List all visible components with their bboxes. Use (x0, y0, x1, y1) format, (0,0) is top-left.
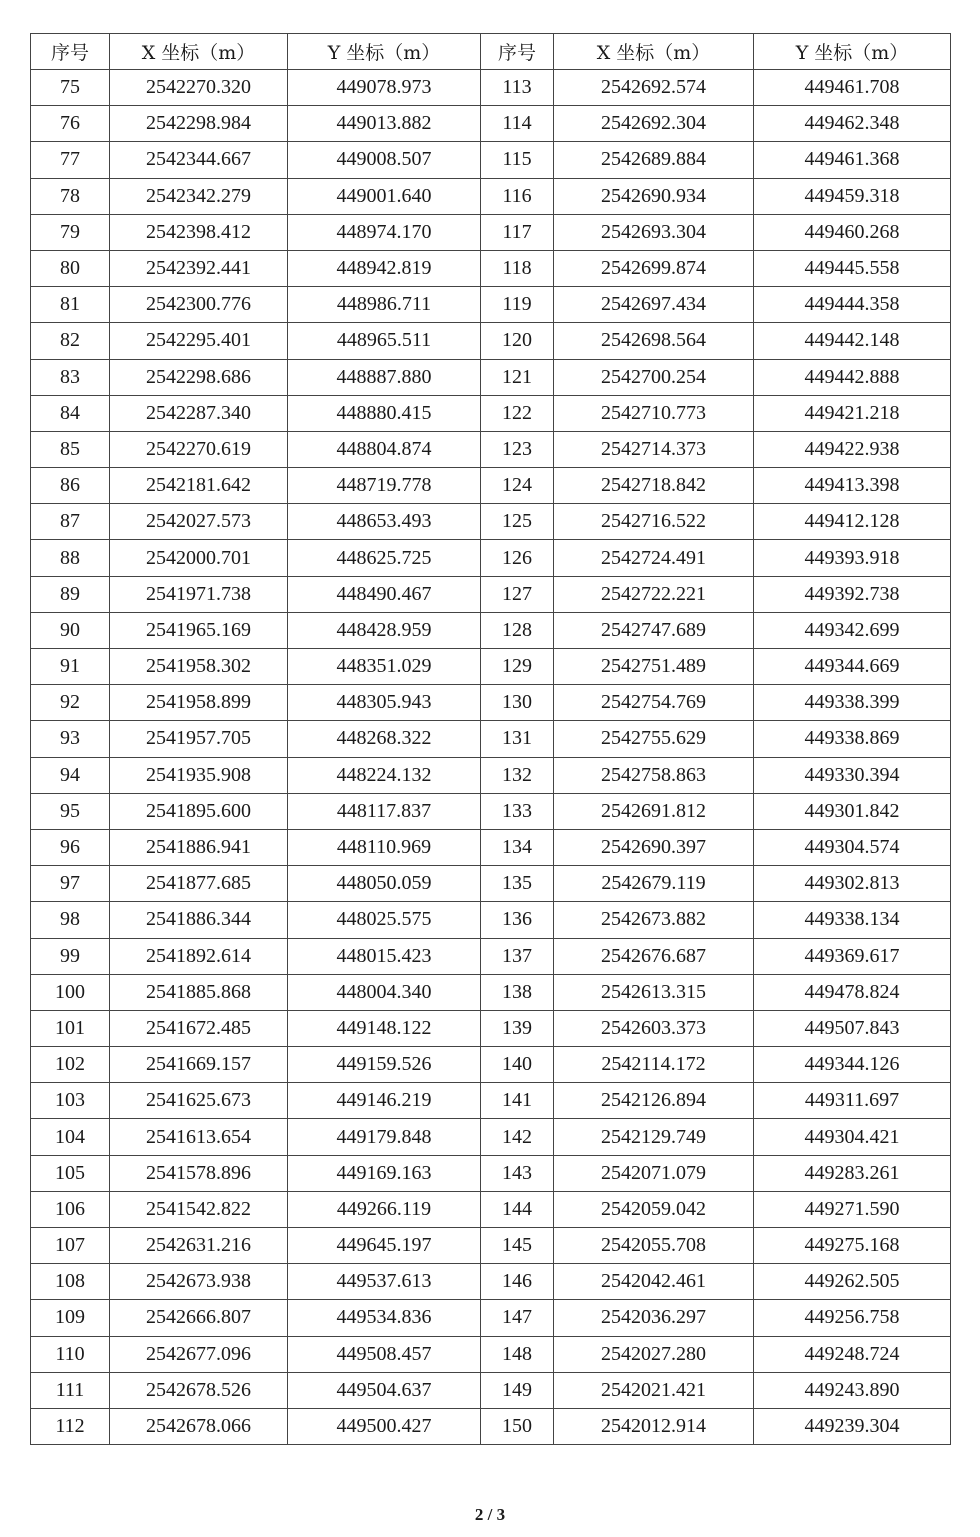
cell-index-right: 138 (481, 974, 554, 1010)
cell-index-right: 127 (481, 576, 554, 612)
cell-x-left: 2541895.600 (110, 793, 288, 829)
cell-y-left: 448351.029 (288, 649, 481, 685)
cell-y-left: 448050.059 (288, 866, 481, 902)
cell-x-left: 2541935.908 (110, 757, 288, 793)
cell-index-right: 135 (481, 866, 554, 902)
cell-x-right: 2542754.769 (554, 685, 754, 721)
cell-x-left: 2541885.868 (110, 974, 288, 1010)
table-row (31, 1191, 951, 1227)
cell-y-right: 449239.304 (754, 1408, 951, 1444)
cell-y-right: 449275.168 (754, 1228, 951, 1264)
table-row (31, 576, 951, 612)
cell-x-right: 2542055.708 (554, 1228, 754, 1264)
cell-x-left: 2541892.614 (110, 938, 288, 974)
table-row (31, 178, 951, 214)
cell-x-left: 2542000.701 (110, 540, 288, 576)
cell-x-right: 2542114.172 (554, 1047, 754, 1083)
cell-index-right: 136 (481, 902, 554, 938)
cell-x-right: 2542036.297 (554, 1300, 754, 1336)
table-row (31, 323, 951, 359)
cell-y-left: 449504.637 (288, 1372, 481, 1408)
cell-y-right: 449248.724 (754, 1336, 951, 1372)
cell-x-right: 2542697.434 (554, 287, 754, 323)
cell-index-right: 132 (481, 757, 554, 793)
cell-x-left: 2542027.573 (110, 504, 288, 540)
table-row (31, 793, 951, 829)
table-row (31, 866, 951, 902)
cell-index-right: 129 (481, 649, 554, 685)
cell-y-left: 448110.969 (288, 829, 481, 865)
cell-index-right: 124 (481, 468, 554, 504)
cell-index-right: 123 (481, 431, 554, 467)
table-row (31, 1155, 951, 1191)
table-row (31, 540, 951, 576)
cell-y-right: 449444.358 (754, 287, 951, 323)
cell-index-right: 142 (481, 1119, 554, 1155)
cell-x-left: 2542300.776 (110, 287, 288, 323)
cell-x-right: 2542758.863 (554, 757, 754, 793)
cell-index-right: 126 (481, 540, 554, 576)
cell-index-left: 105 (31, 1155, 110, 1191)
cell-x-left: 2542666.807 (110, 1300, 288, 1336)
cell-index-left: 95 (31, 793, 110, 829)
cell-index-left: 99 (31, 938, 110, 974)
cell-x-left: 2541672.485 (110, 1010, 288, 1046)
cell-index-left: 80 (31, 250, 110, 286)
table-row (31, 685, 951, 721)
cell-x-left: 2541971.738 (110, 576, 288, 612)
cell-index-left: 98 (31, 902, 110, 938)
cell-index-left: 78 (31, 178, 110, 214)
cell-index-left: 101 (31, 1010, 110, 1046)
cell-y-left: 448804.874 (288, 431, 481, 467)
cell-index-left: 109 (31, 1300, 110, 1336)
cell-index-left: 104 (31, 1119, 110, 1155)
cell-y-right: 449271.590 (754, 1191, 951, 1227)
cell-y-left: 449169.163 (288, 1155, 481, 1191)
table-row (31, 431, 951, 467)
cell-x-left: 2542181.642 (110, 468, 288, 504)
table-row (31, 1264, 951, 1300)
cell-index-right: 125 (481, 504, 554, 540)
table-row (31, 1372, 951, 1408)
cell-y-left: 448719.778 (288, 468, 481, 504)
cell-index-left: 87 (31, 504, 110, 540)
cell-x-right: 2542716.522 (554, 504, 754, 540)
table-header-row (31, 34, 951, 70)
cell-index-left: 94 (31, 757, 110, 793)
cell-y-right: 449262.505 (754, 1264, 951, 1300)
cell-index-right: 128 (481, 612, 554, 648)
cell-x-right: 2542689.884 (554, 142, 754, 178)
cell-x-right: 2542126.894 (554, 1083, 754, 1119)
cell-y-right: 449311.697 (754, 1083, 951, 1119)
cell-y-left: 448428.959 (288, 612, 481, 648)
cell-y-right: 449507.843 (754, 1010, 951, 1046)
cell-x-left: 2542398.412 (110, 214, 288, 250)
cell-x-left: 2542270.320 (110, 70, 288, 106)
cell-index-left: 91 (31, 649, 110, 685)
cell-y-left: 449534.836 (288, 1300, 481, 1336)
cell-x-left: 2542287.340 (110, 395, 288, 431)
cell-y-right: 449304.574 (754, 829, 951, 865)
cell-y-left: 449001.640 (288, 178, 481, 214)
cell-x-right: 2542690.397 (554, 829, 754, 865)
cell-y-right: 449304.421 (754, 1119, 951, 1155)
table-row (31, 106, 951, 142)
cell-index-right: 122 (481, 395, 554, 431)
cell-x-right: 2542714.373 (554, 431, 754, 467)
cell-y-left: 448224.132 (288, 757, 481, 793)
cell-x-right: 2542747.689 (554, 612, 754, 648)
cell-x-left: 2542678.526 (110, 1372, 288, 1408)
table-row (31, 1083, 951, 1119)
cell-y-right: 449392.738 (754, 576, 951, 612)
cell-y-right: 449460.268 (754, 214, 951, 250)
cell-index-left: 81 (31, 287, 110, 323)
cell-y-left: 449008.507 (288, 142, 481, 178)
cell-x-right: 2542724.491 (554, 540, 754, 576)
cell-x-right: 2542698.564 (554, 323, 754, 359)
cell-y-left: 448625.725 (288, 540, 481, 576)
cell-y-left: 448974.170 (288, 214, 481, 250)
cell-index-left: 100 (31, 974, 110, 1010)
table-row (31, 757, 951, 793)
cell-index-left: 86 (31, 468, 110, 504)
table-row (31, 829, 951, 865)
cell-y-left: 448015.423 (288, 938, 481, 974)
cell-y-right: 449422.938 (754, 431, 951, 467)
cell-x-right: 2542027.280 (554, 1336, 754, 1372)
cell-x-left: 2541669.157 (110, 1047, 288, 1083)
cell-index-left: 93 (31, 721, 110, 757)
cell-index-left: 88 (31, 540, 110, 576)
cell-y-right: 449283.261 (754, 1155, 951, 1191)
cell-y-right: 449330.394 (754, 757, 951, 793)
cell-y-left: 449500.427 (288, 1408, 481, 1444)
cell-x-left: 2541542.822 (110, 1191, 288, 1227)
cell-index-right: 121 (481, 359, 554, 395)
cell-index-left: 103 (31, 1083, 110, 1119)
cell-y-left: 449645.197 (288, 1228, 481, 1264)
cell-y-left: 448965.511 (288, 323, 481, 359)
cell-index-left: 90 (31, 612, 110, 648)
table-row (31, 359, 951, 395)
table-row (31, 1047, 951, 1083)
cell-x-left: 2542298.686 (110, 359, 288, 395)
cell-x-right: 2542755.629 (554, 721, 754, 757)
cell-y-right: 449445.558 (754, 250, 951, 286)
cell-y-right: 449459.318 (754, 178, 951, 214)
cell-index-left: 77 (31, 142, 110, 178)
cell-y-left: 448117.837 (288, 793, 481, 829)
table-row (31, 938, 951, 974)
cell-x-left: 2542270.619 (110, 431, 288, 467)
cell-index-left: 92 (31, 685, 110, 721)
cell-y-left: 449159.526 (288, 1047, 481, 1083)
cell-index-right: 114 (481, 106, 554, 142)
cell-x-left: 2542673.938 (110, 1264, 288, 1300)
coordinate-table (30, 33, 951, 1445)
cell-x-right: 2542692.304 (554, 106, 754, 142)
cell-index-left: 82 (31, 323, 110, 359)
table-row (31, 902, 951, 938)
cell-x-left: 2541578.896 (110, 1155, 288, 1191)
cell-y-left: 449537.613 (288, 1264, 481, 1300)
cell-index-right: 119 (481, 287, 554, 323)
cell-y-right: 449442.148 (754, 323, 951, 359)
cell-x-left: 2542392.441 (110, 250, 288, 286)
cell-index-left: 79 (31, 214, 110, 250)
cell-y-left: 449148.122 (288, 1010, 481, 1046)
cell-x-left: 2541958.302 (110, 649, 288, 685)
cell-x-right: 2542751.489 (554, 649, 754, 685)
cell-index-left: 112 (31, 1408, 110, 1444)
cell-x-right: 2542676.687 (554, 938, 754, 974)
cell-index-left: 97 (31, 866, 110, 902)
cell-index-right: 133 (481, 793, 554, 829)
cell-y-left: 448880.415 (288, 395, 481, 431)
cell-index-right: 134 (481, 829, 554, 865)
table-row (31, 504, 951, 540)
cell-x-right: 2542012.914 (554, 1408, 754, 1444)
cell-x-right: 2542692.574 (554, 70, 754, 106)
cell-y-right: 449421.218 (754, 395, 951, 431)
cell-index-right: 149 (481, 1372, 554, 1408)
table-row (31, 1119, 951, 1155)
cell-index-right: 115 (481, 142, 554, 178)
cell-x-right: 2542700.254 (554, 359, 754, 395)
cell-y-left: 448986.711 (288, 287, 481, 323)
cell-y-right: 449338.869 (754, 721, 951, 757)
cell-x-left: 2541613.654 (110, 1119, 288, 1155)
cell-x-right: 2542679.119 (554, 866, 754, 902)
cell-x-right: 2542059.042 (554, 1191, 754, 1227)
table-row (31, 214, 951, 250)
cell-y-right: 449412.128 (754, 504, 951, 540)
header-index-left: 序号 (31, 34, 110, 70)
cell-index-left: 89 (31, 576, 110, 612)
cell-y-right: 449301.842 (754, 793, 951, 829)
cell-y-left: 448887.880 (288, 359, 481, 395)
cell-index-left: 83 (31, 359, 110, 395)
cell-x-right: 2542722.221 (554, 576, 754, 612)
cell-x-right: 2542673.882 (554, 902, 754, 938)
cell-y-right: 449478.824 (754, 974, 951, 1010)
cell-x-right: 2542691.812 (554, 793, 754, 829)
cell-x-right: 2542690.934 (554, 178, 754, 214)
cell-y-right: 449302.813 (754, 866, 951, 902)
cell-index-right: 113 (481, 70, 554, 106)
table-row (31, 1336, 951, 1372)
cell-index-left: 96 (31, 829, 110, 865)
header-x-left: X 坐标（m） (110, 34, 288, 70)
cell-y-right: 449344.126 (754, 1047, 951, 1083)
cell-index-right: 150 (481, 1408, 554, 1444)
cell-y-right: 449342.699 (754, 612, 951, 648)
table-row (31, 612, 951, 648)
cell-y-left: 449078.973 (288, 70, 481, 106)
cell-x-right: 2542613.315 (554, 974, 754, 1010)
cell-x-left: 2541625.673 (110, 1083, 288, 1119)
cell-index-left: 102 (31, 1047, 110, 1083)
table-row (31, 142, 951, 178)
cell-x-left: 2542295.401 (110, 323, 288, 359)
header-index-right: 序号 (481, 34, 554, 70)
table-row (31, 1228, 951, 1264)
cell-y-right: 449338.399 (754, 685, 951, 721)
cell-y-right: 449442.888 (754, 359, 951, 395)
table-row (31, 70, 951, 106)
cell-x-left: 2542342.279 (110, 178, 288, 214)
document-page (30, 33, 950, 1445)
cell-x-left: 2542678.066 (110, 1408, 288, 1444)
cell-x-left: 2542344.667 (110, 142, 288, 178)
cell-index-right: 147 (481, 1300, 554, 1336)
cell-index-right: 145 (481, 1228, 554, 1264)
cell-x-right: 2542693.304 (554, 214, 754, 250)
cell-x-left: 2541877.685 (110, 866, 288, 902)
cell-x-right: 2542042.461 (554, 1264, 754, 1300)
cell-y-left: 448004.340 (288, 974, 481, 1010)
cell-y-left: 448268.322 (288, 721, 481, 757)
cell-index-left: 75 (31, 70, 110, 106)
cell-index-right: 120 (481, 323, 554, 359)
cell-y-right: 449338.134 (754, 902, 951, 938)
cell-x-left: 2541886.344 (110, 902, 288, 938)
cell-y-right: 449461.368 (754, 142, 951, 178)
header-x-right: X 坐标（m） (554, 34, 754, 70)
cell-index-left: 110 (31, 1336, 110, 1372)
cell-index-left: 76 (31, 106, 110, 142)
header-y-left: Y 坐标（m） (288, 34, 481, 70)
cell-y-right: 449393.918 (754, 540, 951, 576)
cell-index-right: 146 (481, 1264, 554, 1300)
cell-index-left: 84 (31, 395, 110, 431)
cell-y-left: 449179.848 (288, 1119, 481, 1155)
cell-index-left: 107 (31, 1228, 110, 1264)
table-row (31, 721, 951, 757)
cell-index-right: 141 (481, 1083, 554, 1119)
cell-x-right: 2542129.749 (554, 1119, 754, 1155)
table-row (31, 1010, 951, 1046)
table-row (31, 649, 951, 685)
cell-index-right: 118 (481, 250, 554, 286)
cell-index-left: 108 (31, 1264, 110, 1300)
cell-index-right: 143 (481, 1155, 554, 1191)
cell-x-left: 2541958.899 (110, 685, 288, 721)
table-row (31, 250, 951, 286)
cell-index-right: 137 (481, 938, 554, 974)
cell-index-right: 116 (481, 178, 554, 214)
page-number: 2 / 3 (474, 1505, 506, 1524)
cell-index-right: 148 (481, 1336, 554, 1372)
table-row (31, 468, 951, 504)
cell-y-left: 449508.457 (288, 1336, 481, 1372)
cell-y-right: 449344.669 (754, 649, 951, 685)
cell-index-right: 139 (481, 1010, 554, 1046)
cell-index-right: 117 (481, 214, 554, 250)
cell-y-right: 449413.398 (754, 468, 951, 504)
table-row (31, 1408, 951, 1444)
cell-y-left: 449266.119 (288, 1191, 481, 1227)
cell-x-right: 2542710.773 (554, 395, 754, 431)
cell-x-left: 2542631.216 (110, 1228, 288, 1264)
cell-index-left: 85 (31, 431, 110, 467)
cell-index-right: 131 (481, 721, 554, 757)
cell-y-right: 449461.708 (754, 70, 951, 106)
cell-x-left: 2541965.169 (110, 612, 288, 648)
cell-x-left: 2541886.941 (110, 829, 288, 865)
cell-x-right: 2542699.874 (554, 250, 754, 286)
cell-x-right: 2542718.842 (554, 468, 754, 504)
cell-y-left: 449013.882 (288, 106, 481, 142)
header-y-right: Y 坐标（m） (754, 34, 951, 70)
cell-index-right: 144 (481, 1191, 554, 1227)
cell-y-right: 449462.348 (754, 106, 951, 142)
cell-x-right: 2542021.421 (554, 1372, 754, 1408)
cell-x-left: 2542298.984 (110, 106, 288, 142)
cell-x-right: 2542071.079 (554, 1155, 754, 1191)
cell-y-left: 448025.575 (288, 902, 481, 938)
cell-x-right: 2542603.373 (554, 1010, 754, 1046)
cell-y-right: 449369.617 (754, 938, 951, 974)
cell-y-left: 448653.493 (288, 504, 481, 540)
cell-y-left: 448490.467 (288, 576, 481, 612)
table-row (31, 1300, 951, 1336)
cell-index-right: 140 (481, 1047, 554, 1083)
cell-y-left: 448942.819 (288, 250, 481, 286)
table-row (31, 287, 951, 323)
cell-y-left: 449146.219 (288, 1083, 481, 1119)
table-row (31, 974, 951, 1010)
table-body (31, 70, 951, 1445)
cell-x-left: 2541957.705 (110, 721, 288, 757)
cell-x-left: 2542677.096 (110, 1336, 288, 1372)
cell-index-left: 111 (31, 1372, 110, 1408)
table-row (31, 395, 951, 431)
cell-y-right: 449243.890 (754, 1372, 951, 1408)
cell-index-left: 106 (31, 1191, 110, 1227)
cell-index-right: 130 (481, 685, 554, 721)
cell-y-right: 449256.758 (754, 1300, 951, 1336)
cell-y-left: 448305.943 (288, 685, 481, 721)
